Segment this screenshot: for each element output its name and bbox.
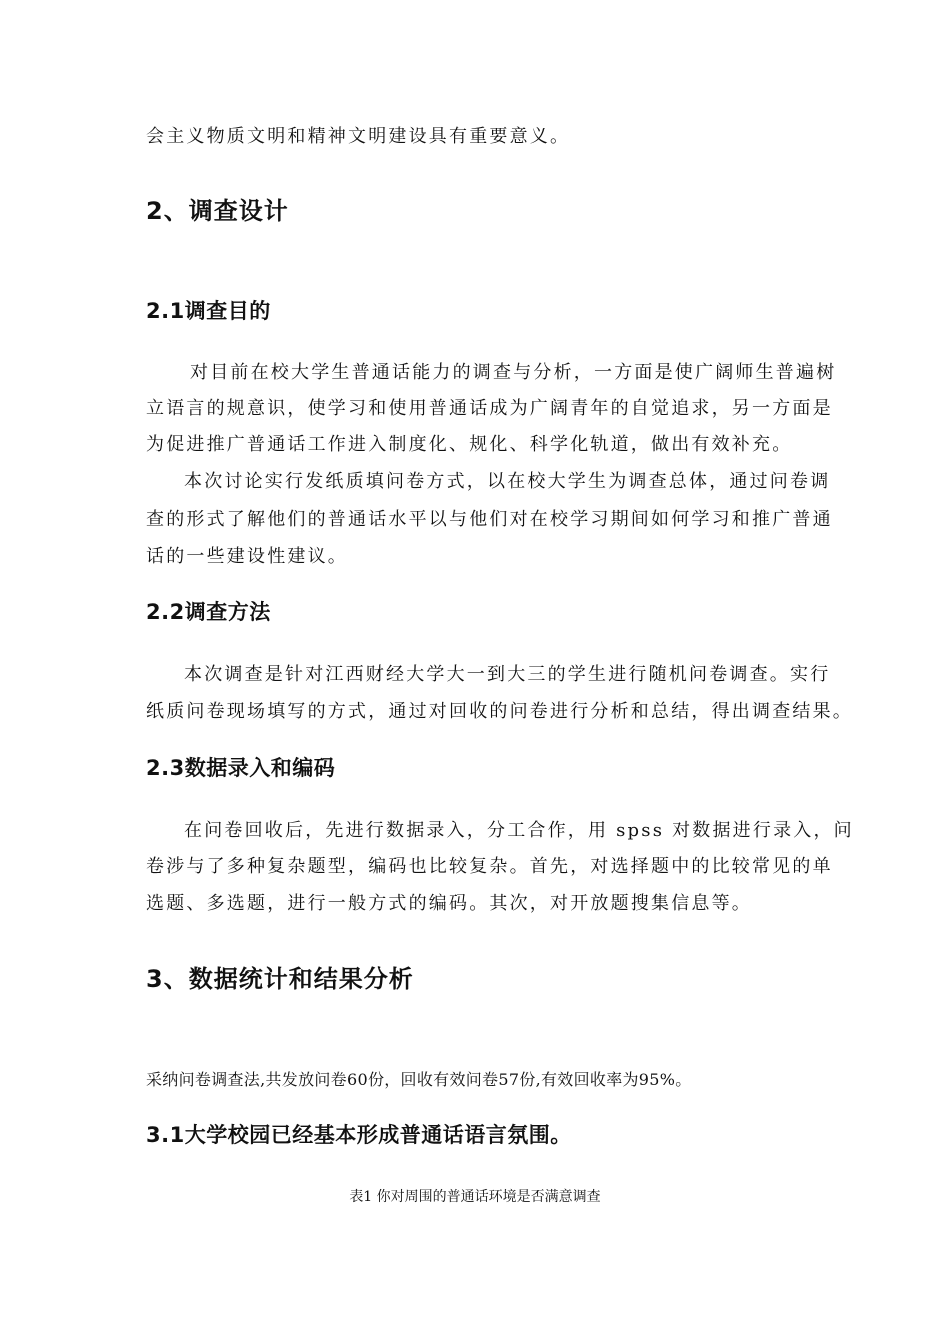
paragraph-line: 立语言的规意识，使学习和使用普通话成为广阔青年的自觉追求，另一方面是 xyxy=(146,398,833,419)
paragraph-line: 查的形式了解他们的普通话水平以与他们对在校学习期间如何学习和推广普通 xyxy=(146,509,833,530)
section-2-heading: 2、调查设计 xyxy=(146,197,289,225)
paragraph-line: 选题、多选题，进行一般方式的编码。其次，对开放题搜集信息等。 xyxy=(146,893,752,914)
section-3-1-heading: 3.1大学校园已经基本形成普通话语言氛围。 xyxy=(146,1123,572,1147)
paragraph-line: 纸质问卷现场填写的方式，通过对回收的问卷进行分析和总结，得出调查结果。 xyxy=(146,701,853,722)
intro-paragraph-tail: 会主义物质文明和精神文明建设具有重要意义。 xyxy=(146,126,571,147)
paragraph-line: 为促进推广普通话工作进入制度化、规化、科学化轨道，做出有效补充。 xyxy=(146,434,793,455)
paragraph-line: 卷涉与了多种复杂题型，编码也比较复杂。首先，对选择题中的比较常见的单 xyxy=(146,856,833,877)
survey-summary: 采纳问卷调查法,共发放问卷60份，回收有效问卷57份,有效回收率为95%。 xyxy=(146,1070,692,1089)
paragraph-line: 本次讨论实行发纸质填问卷方式，以在校大学生为调查总体，通过问卷调 xyxy=(184,471,831,492)
section-2-1-heading: 2.1调查目的 xyxy=(146,299,271,323)
paragraph-line: 对目前在校大学生普通话能力的调查与分析，一方面是使广阔师生普遍树 xyxy=(190,362,837,383)
section-2-2-heading: 2.2调查方法 xyxy=(146,600,271,624)
table-caption: 表1 你对周围的普通话环境是否满意调查 xyxy=(349,1189,601,1205)
section-2-3-heading: 2.3数据录入和编码 xyxy=(146,756,336,780)
paragraph-line: 话的一些建设性建议。 xyxy=(146,546,348,567)
section-3-heading: 3、数据统计和结果分析 xyxy=(146,965,414,993)
paragraph-line: 本次调查是针对江西财经大学大一到大三的学生进行随机问卷调查。实行 xyxy=(184,664,831,685)
paragraph-line: 在问卷回收后，先进行数据录入，分工合作，用 spss 对数据进行录入，问 xyxy=(184,820,854,841)
